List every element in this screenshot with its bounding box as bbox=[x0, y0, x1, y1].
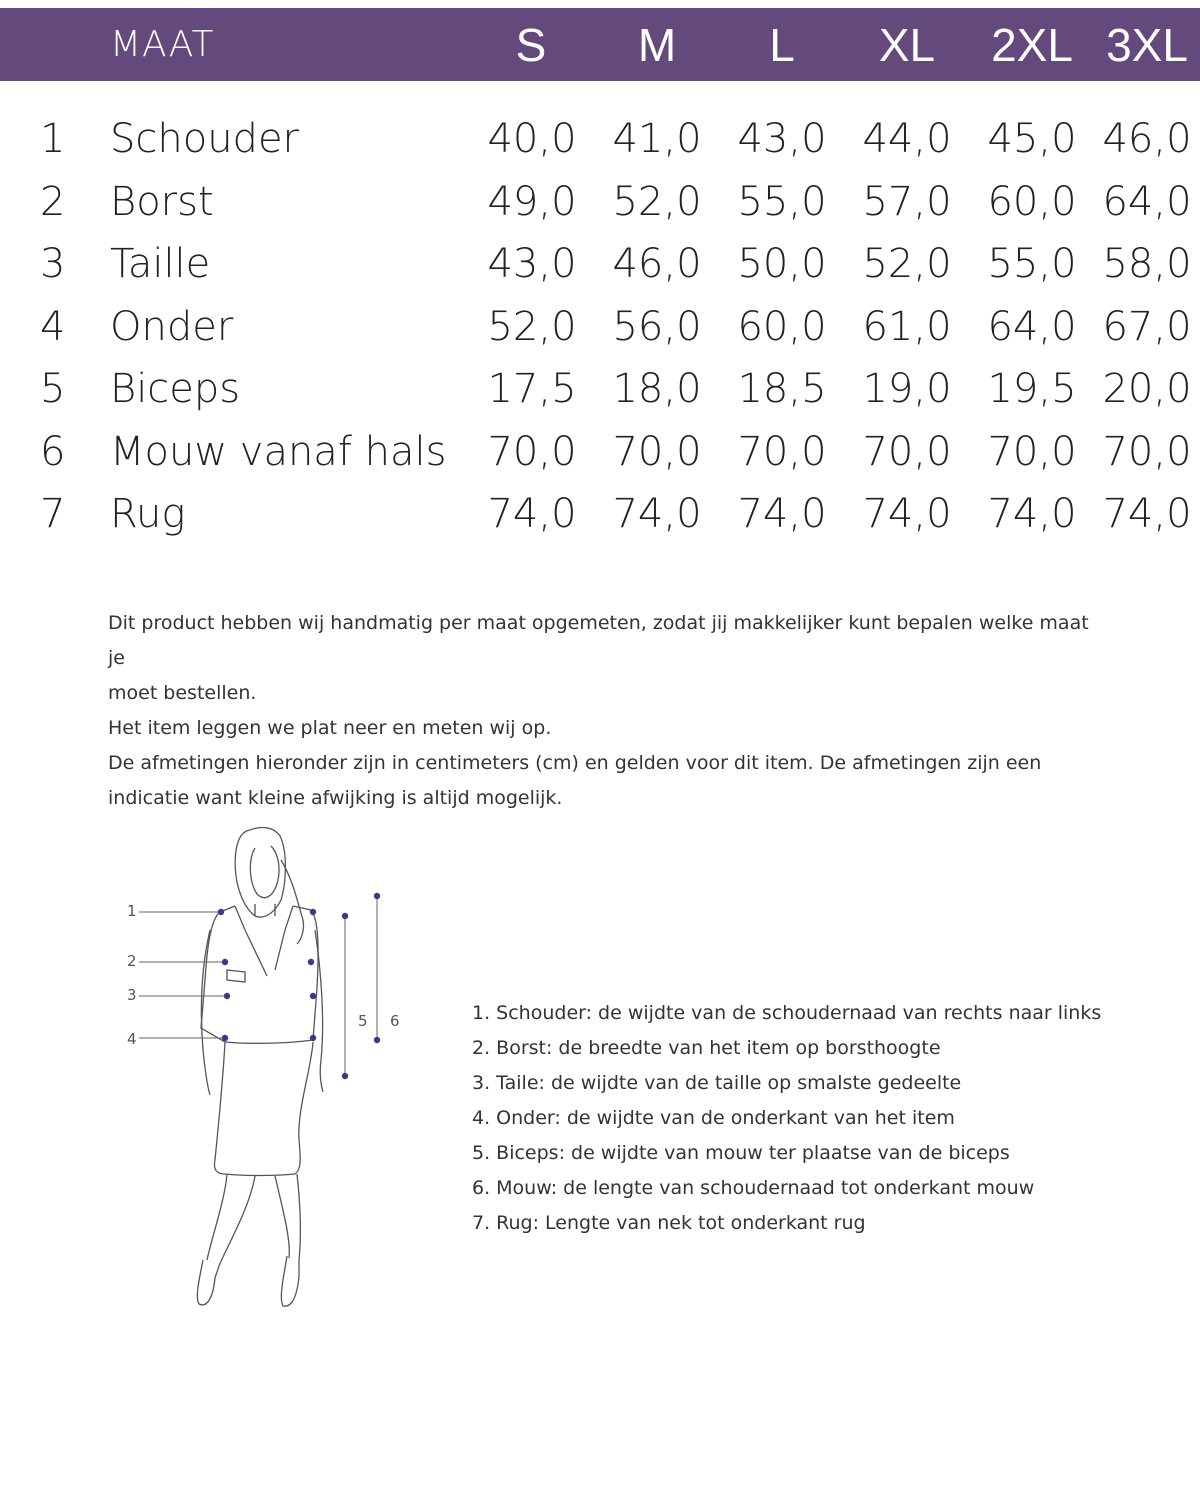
cell-value: 50,0 bbox=[737, 241, 827, 287]
size-header-2xl: 2XL bbox=[991, 19, 1073, 71]
cell-value: 70,0 bbox=[612, 429, 702, 475]
description-line: Dit product hebben wij handmatig per maat opgemeten, zodat jij makkelijker kunt bepalen welke maat je bbox=[108, 612, 1089, 669]
size-table-header bbox=[0, 8, 1200, 81]
cell-value: 52,0 bbox=[487, 304, 577, 350]
legend-item: 3. Taile: de wijdte van de taille op smalste gedeelte bbox=[472, 1072, 962, 1094]
woman-jacket-illustration bbox=[115, 820, 415, 1330]
size-header-xl: XL bbox=[878, 19, 936, 71]
row-number: 6 bbox=[40, 429, 66, 475]
figure-label-2: 2 bbox=[127, 952, 137, 970]
legend-item: 1. Schouder: de wijdte van de schoudernaad van rechts naar links bbox=[472, 1002, 1102, 1024]
row-label: Mouw vanaf hals bbox=[110, 429, 447, 475]
row-number: 2 bbox=[40, 179, 66, 225]
table-row bbox=[0, 116, 1200, 176]
cell-value: 70,0 bbox=[862, 429, 952, 475]
figure-label-4: 4 bbox=[127, 1030, 137, 1048]
legend-item: 5. Biceps: de wijdte van mouw ter plaatse van de biceps bbox=[472, 1142, 1010, 1164]
cell-value: 74,0 bbox=[1102, 491, 1192, 537]
row-number: 4 bbox=[40, 304, 66, 350]
cell-value: 64,0 bbox=[1102, 179, 1192, 225]
legend-item: 6. Mouw: de lengte van schoudernaad tot onderkant mouw bbox=[472, 1177, 1035, 1199]
table-row bbox=[0, 179, 1200, 239]
cell-value: 44,0 bbox=[862, 116, 952, 162]
row-label: Borst bbox=[110, 179, 214, 225]
cell-value: 18,5 bbox=[737, 366, 827, 412]
table-row bbox=[0, 491, 1200, 551]
cell-value: 60,0 bbox=[987, 179, 1077, 225]
cell-value: 58,0 bbox=[1102, 241, 1192, 287]
cell-value: 56,0 bbox=[612, 304, 702, 350]
row-label: Biceps bbox=[110, 366, 241, 412]
row-number: 1 bbox=[40, 116, 66, 162]
figure-label-1: 1 bbox=[127, 902, 137, 920]
cell-value: 41,0 bbox=[612, 116, 702, 162]
cell-value: 67,0 bbox=[1102, 304, 1192, 350]
cell-value: 70,0 bbox=[1102, 429, 1192, 475]
cell-value: 74,0 bbox=[862, 491, 952, 537]
cell-value: 64,0 bbox=[987, 304, 1077, 350]
row-label: Onder bbox=[110, 304, 234, 350]
size-header-3xl: 3XL bbox=[1106, 19, 1188, 71]
size-header-s: S bbox=[515, 19, 547, 71]
cell-value: 40,0 bbox=[487, 116, 577, 162]
table-row bbox=[0, 366, 1200, 426]
cell-value: 45,0 bbox=[987, 116, 1077, 162]
row-label: Taille bbox=[110, 241, 211, 287]
cell-value: 70,0 bbox=[987, 429, 1077, 475]
cell-value: 52,0 bbox=[862, 241, 952, 287]
description-line: Het item leggen we plat neer en meten wij op. bbox=[108, 717, 552, 739]
table-row bbox=[0, 241, 1200, 301]
cell-value: 17,5 bbox=[487, 366, 577, 412]
table-row bbox=[0, 429, 1200, 489]
figure-label-6: 6 bbox=[390, 1012, 400, 1030]
cell-value: 55,0 bbox=[987, 241, 1077, 287]
legend-item: 4. Onder: de wijdte van de onderkant van het item bbox=[472, 1107, 955, 1129]
cell-value: 52,0 bbox=[612, 179, 702, 225]
cell-value: 46,0 bbox=[1102, 116, 1192, 162]
cell-value: 19,5 bbox=[987, 366, 1077, 412]
cell-value: 49,0 bbox=[487, 179, 577, 225]
cell-value: 19,0 bbox=[862, 366, 952, 412]
cell-value: 70,0 bbox=[737, 429, 827, 475]
cell-value: 55,0 bbox=[737, 179, 827, 225]
cell-value: 74,0 bbox=[987, 491, 1077, 537]
measurement-figure bbox=[115, 820, 415, 1330]
cell-value: 20,0 bbox=[1102, 366, 1192, 412]
size-header-l: L bbox=[769, 19, 795, 71]
measurement-legend bbox=[472, 996, 1172, 1241]
cell-value: 60,0 bbox=[737, 304, 827, 350]
cell-value: 57,0 bbox=[862, 179, 952, 225]
cell-value: 70,0 bbox=[487, 429, 577, 475]
cell-value: 74,0 bbox=[612, 491, 702, 537]
row-label: Schouder bbox=[110, 116, 300, 162]
cell-value: 61,0 bbox=[862, 304, 952, 350]
cell-value: 43,0 bbox=[487, 241, 577, 287]
cell-value: 46,0 bbox=[612, 241, 702, 287]
cell-value: 43,0 bbox=[737, 116, 827, 162]
size-header-m: M bbox=[637, 19, 677, 71]
figure-label-5: 5 bbox=[358, 1012, 368, 1030]
description-line: moet bestellen. bbox=[108, 682, 257, 704]
measurement-description bbox=[108, 606, 1108, 816]
cell-value: 18,0 bbox=[612, 366, 702, 412]
description-line: indicatie want kleine afwijking is altijd mogelijk. bbox=[108, 787, 563, 809]
table-row bbox=[0, 304, 1200, 364]
row-number: 3 bbox=[40, 241, 66, 287]
row-number: 5 bbox=[40, 366, 66, 412]
maat-header-label: MAAT bbox=[110, 24, 215, 65]
figure-label-3: 3 bbox=[127, 986, 137, 1004]
cell-value: 74,0 bbox=[737, 491, 827, 537]
row-label: Rug bbox=[110, 491, 186, 537]
description-line: De afmetingen hieronder zijn in centimeters (cm) en gelden voor dit item. De afmetingen zijn een bbox=[108, 752, 1042, 774]
cell-value: 74,0 bbox=[487, 491, 577, 537]
row-number: 7 bbox=[40, 491, 66, 537]
legend-item: 7. Rug: Lengte van nek tot onderkant rug bbox=[472, 1212, 866, 1234]
legend-item: 2. Borst: de breedte van het item op borsthoogte bbox=[472, 1037, 941, 1059]
